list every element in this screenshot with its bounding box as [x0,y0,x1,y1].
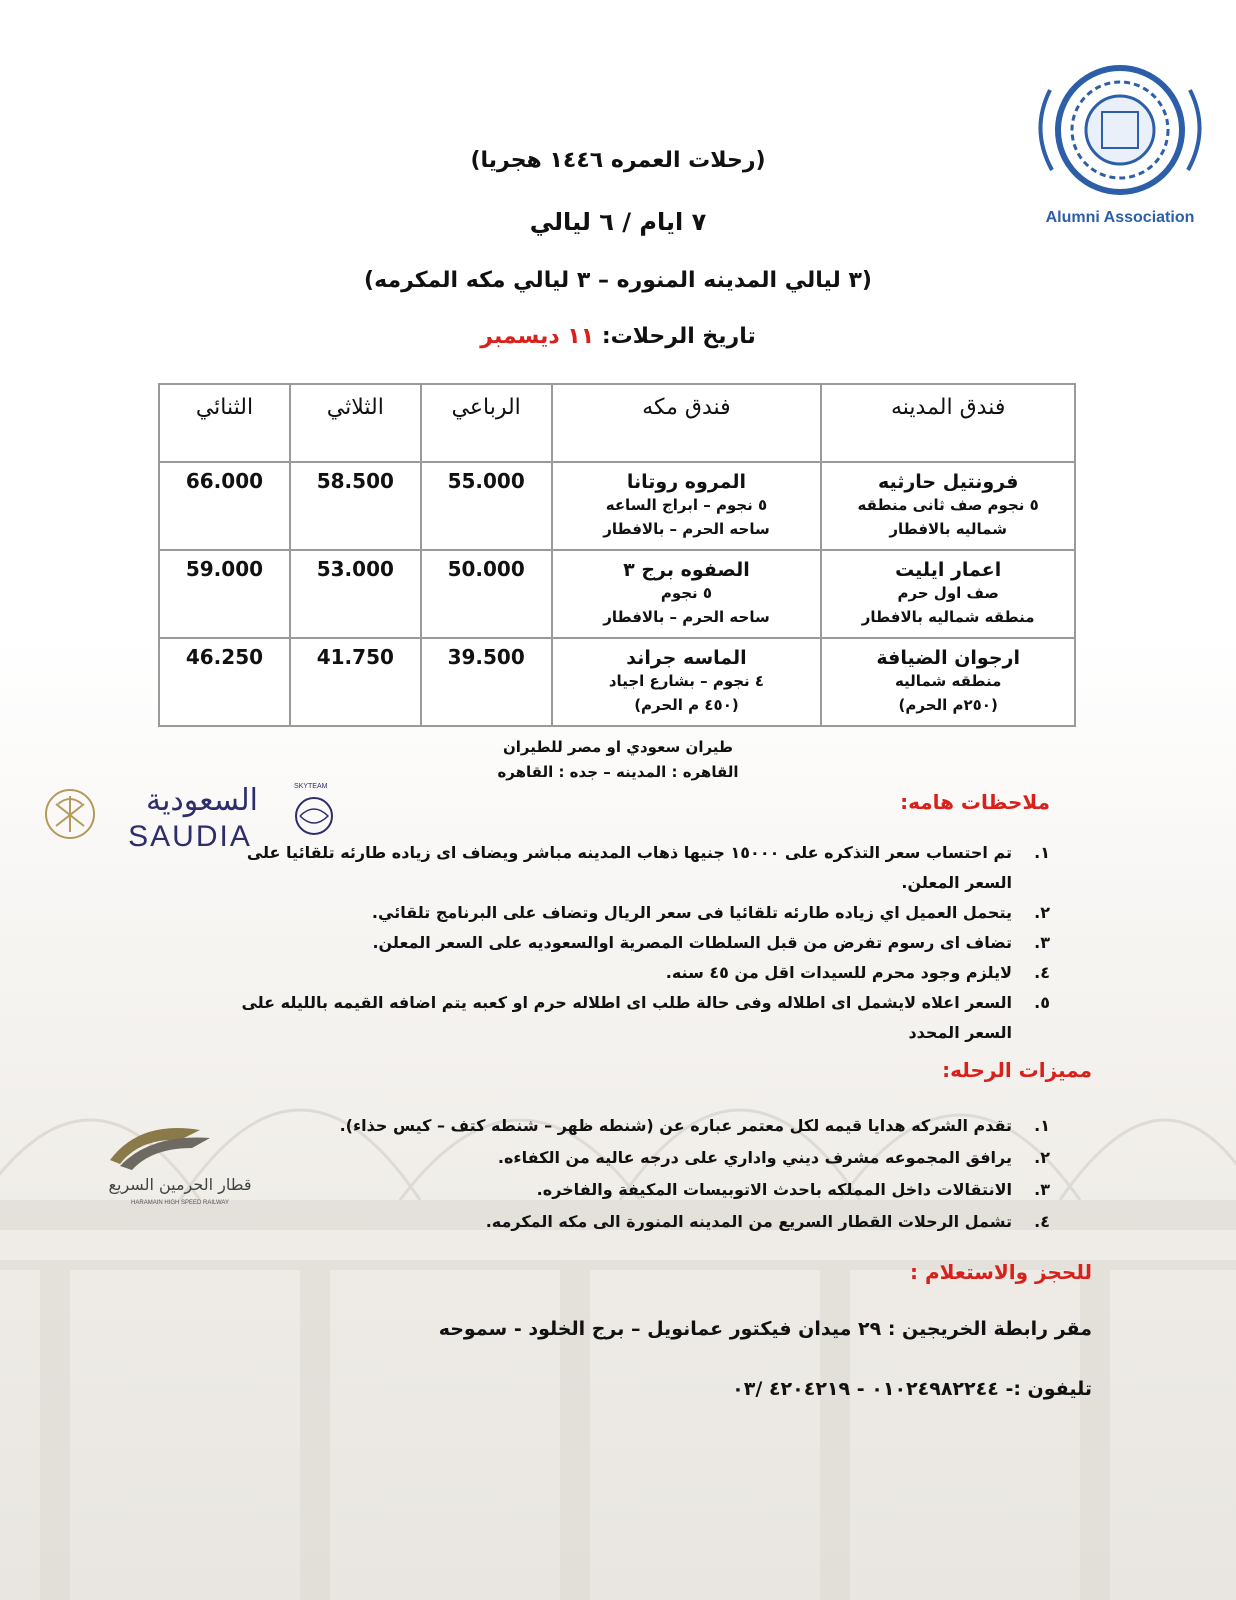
notes-title: ملاحظات هامه: [900,790,1050,814]
price-table [158,383,1076,727]
saudia-english-text: SAUDIA [128,820,252,853]
price-quad: 50.000 [421,550,552,638]
header-triple: الثلاثي [290,384,421,462]
table-row [159,638,1075,726]
list-item-number: ٤. [1034,963,1050,982]
airline-info: طيران سعودي او مصر للطيران [502,738,734,756]
list-item-number: ٣. [1034,933,1050,952]
madinah-hotel-name: فرونتيل حارثيه [877,471,1019,493]
price-quad: 55.000 [421,462,552,550]
makkah-hotel-cell [552,638,822,726]
list-item-number: ٥. [1034,993,1050,1012]
list-item [220,898,1050,928]
price-double: 46.250 [159,638,290,726]
trip-date-label: تاريخ الرحلات: [601,324,756,349]
makkah-hotel-name: الماسه جراند [626,647,747,669]
contact-title: للحجز والاستعلام : [909,1260,1092,1284]
makkah-hotel-desc: ٥ نجوم [660,584,713,602]
title-line-1: (رحلات العمره ١٤٤٦ هجريا) [470,148,766,173]
price-triple: 41.750 [290,638,421,726]
list-item-number: ١. [1034,1116,1050,1135]
makkah-hotel-desc: ٥ نجوم – ابراج الساعه [605,496,768,514]
madinah-hotel-desc: صف اول حرم [897,584,999,602]
list-item [220,988,1050,1048]
makkah-hotel-name: الصفوه برج ٣ [623,559,750,581]
list-item-text: تضاف اى رسوم تفرض من قبل السلطات المصرية اوالسعوديه على السعر المعلن. [372,933,1012,952]
features-list [290,1110,1050,1238]
notes-list [220,838,1050,1048]
alumni-logo-text: Alumni Association [1045,209,1195,226]
list-item-text: يرافق المجموعه مشرف ديني واداري على درجه عاليه من الكفاءه. [497,1148,1012,1167]
makkah-hotel-desc: ساحه الحرم – بالافطار [603,608,770,626]
list-item [220,838,1050,898]
saudia-arabic-text: السعودية [145,783,259,818]
makkah-hotel-cell [552,462,822,550]
list-item-number: ٢. [1034,1148,1050,1167]
skyteam-text: SKYTEAM [294,783,328,790]
header-quad: الرباعي [421,384,552,462]
contact-address: مقر رابطة الخريجين : ٢٩ ميدان فيكتور عمانويل – برج الخلود - سموحه [438,1318,1092,1340]
list-item-text: السعر اعلاه لايشمل اى اطلاله وفى حالة طلب اى اطلاله حرم او كعبه يتم اضافه القيمه بالليله على السعر المحدد [241,993,1012,1042]
haramain-arabic-text: قطار الحرمين السريع [108,1175,252,1194]
list-item-text: يتحمل العميل اي زياده طارئه تلقائيا فى سعر الريال وتضاف على البرنامج تلقائي. [371,903,1012,922]
route-info: القاهره : المدينه – جده : القاهره [497,763,739,781]
list-item-text: تم احتساب سعر التذكره على ١٥٠٠٠ جنيها ذهاب المدينه مباشر ويضاف اى زياده طارئه تلقائيا على السعر المعلن. [246,843,1012,892]
list-item-text: لايلزم وجود محرم للسيدات اقل من ٤٥ سنه. [665,963,1012,982]
table-row [159,462,1075,550]
makkah-hotel-name: المروه روتانا [626,471,747,493]
title-line-3: (٣ ليالي المدينه المنوره – ٣ ليالي مكه المكرمه) [364,268,872,293]
list-item [290,1142,1050,1174]
makkah-hotel-desc: (٤٥٠ م الحرم) [634,696,739,714]
madinah-hotel-name: ارجوان الضيافة [876,647,1020,669]
trip-date-value: ١١ ديسمبر [480,324,595,349]
list-item-number: ٣. [1034,1180,1050,1199]
haramain-english-text: HARAMAIN HIGH SPEED RAILWAY [131,1200,229,1206]
list-item-number: ٤. [1034,1212,1050,1231]
features-title: مميزات الرحله: [942,1058,1092,1082]
madinah-hotel-name: اعمار ايليت [895,559,1002,581]
table-header-row [159,384,1075,462]
makkah-hotel-desc: ساحه الحرم – بالافطار [603,520,770,538]
haramain-railway-logo [80,1120,280,1210]
price-triple: 53.000 [290,550,421,638]
header-madinah-hotel: فندق المدينه [821,384,1075,462]
table-row [159,550,1075,638]
madinah-hotel-cell [821,638,1075,726]
madinah-hotel-desc: منطقه شماليه [894,672,1002,690]
header-double: الثنائي [159,384,290,462]
price-double: 66.000 [159,462,290,550]
list-item-text: الانتقالات داخل المملكه باحدث الاتوبيسات المكيفة والفاخره. [536,1180,1012,1199]
makkah-hotel-desc: ٤ نجوم – بشارع اجياد [608,672,765,690]
list-item [290,1110,1050,1142]
contact-phone: تليفون :- ٠١٠٢٤٩٨٢٢٤٤ - ٤٢٠٤٢١٩ /٠٣ [732,1378,1092,1400]
trip-date [0,324,1236,349]
price-double: 59.000 [159,550,290,638]
list-item [220,928,1050,958]
list-item [290,1206,1050,1238]
madinah-hotel-cell [821,462,1075,550]
madinah-hotel-desc: (٢٥٠م الحرم) [898,696,998,714]
list-item [220,958,1050,988]
price-triple: 58.500 [290,462,421,550]
list-item-number: ١. [1034,843,1050,862]
header-makkah-hotel: فندق مكه [552,384,822,462]
title-line-2: ٧ ايام / ٦ ليالي [529,208,707,236]
madinah-hotel-cell [821,550,1075,638]
madinah-hotel-desc: منطقه شماليه بالافطار [861,608,1035,626]
price-quad: 39.500 [421,638,552,726]
list-item-text: تشمل الرحلات القطار السريع من المدينه المنورة الى مكه المكرمه. [485,1212,1012,1231]
list-item-text: تقدم الشركه هدايا قيمه لكل معتمر عباره عن (شنطه ظهر – شنطه كتف – كيس حذاء). [339,1116,1012,1135]
list-item-number: ٢. [1034,903,1050,922]
makkah-hotel-cell [552,550,822,638]
madinah-hotel-desc: ٥ نجوم صف ثانى منطقه شماليه بالافطار [857,496,1039,538]
list-item [290,1174,1050,1206]
